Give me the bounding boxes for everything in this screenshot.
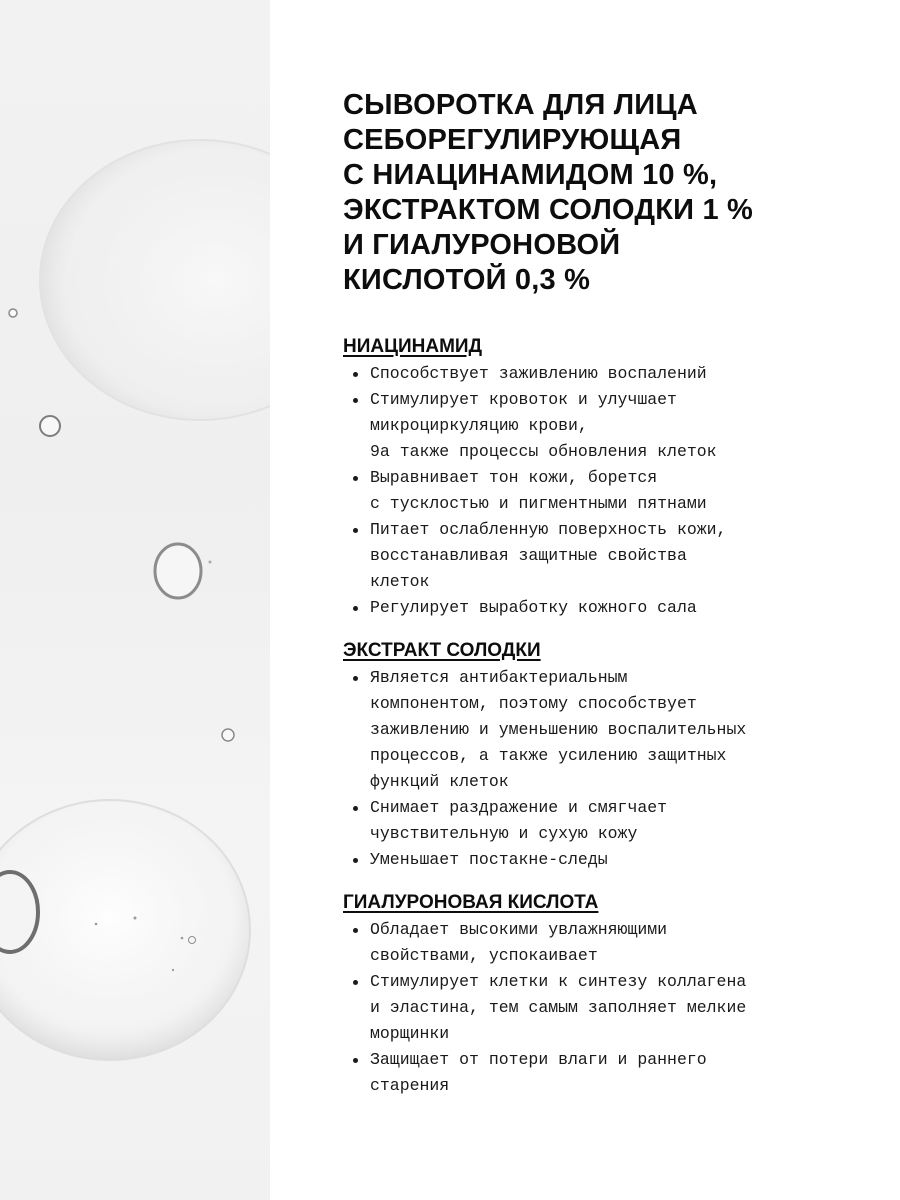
product-title-line: С НИАЦИНАМИДОМ 10 %, bbox=[343, 159, 718, 191]
benefit-text-line: Обладает высокими увлажняющими bbox=[370, 920, 668, 939]
benefit-text-line: Регулирует выработку кожного сала bbox=[370, 598, 697, 617]
benefit-text-line: Является антибактериальным bbox=[370, 668, 628, 687]
bubble-1 bbox=[9, 309, 17, 317]
bubble-8 bbox=[134, 917, 137, 920]
ingredient-section bbox=[343, 891, 823, 1099]
benefit-text-line: Уменьшает постакне-следы bbox=[370, 850, 608, 869]
ingredient-section bbox=[343, 639, 823, 873]
benefit-list-item bbox=[343, 465, 823, 517]
serum-bubbles-illustration bbox=[0, 0, 270, 1200]
benefit-text-line: компонентом, поэтому способствует bbox=[370, 694, 697, 713]
section-heading: ЭКСТРАКТ СОЛОДКИ bbox=[343, 640, 541, 661]
benefit-list bbox=[343, 917, 823, 1099]
benefit-text-line: 9а также процессы обновления клеток bbox=[370, 442, 717, 461]
large-drop-lower bbox=[0, 800, 250, 1060]
bubble-3 bbox=[155, 544, 201, 598]
benefit-list-item bbox=[343, 847, 823, 873]
bubble-10 bbox=[181, 937, 184, 940]
ingredient-section bbox=[343, 335, 823, 621]
product-title-line: КИСЛОТОЙ 0,3 % bbox=[343, 264, 591, 296]
benefit-list-item bbox=[343, 1047, 823, 1099]
benefit-text-line: Питает ослабленную поверхность кожи, bbox=[370, 520, 727, 539]
benefit-text-line: Способствует заживлению воспалений bbox=[370, 364, 707, 383]
product-title-line: И ГИАЛУРОНОВОЙ bbox=[343, 229, 621, 261]
benefit-list bbox=[343, 361, 823, 621]
benefit-list bbox=[343, 665, 823, 873]
section-heading: НИАЦИНАМИД bbox=[343, 336, 483, 357]
benefit-list-item bbox=[343, 917, 823, 969]
bubble-2 bbox=[40, 416, 60, 436]
ingredient-sections bbox=[343, 335, 823, 1099]
product-title-line: ЭКСТРАКТОМ СОЛОДКИ 1 % bbox=[343, 194, 754, 226]
benefit-text-line: процессов, а также усилению защитных bbox=[370, 746, 727, 765]
benefit-text-line: заживлению и уменьшению воспалительных bbox=[370, 720, 747, 739]
benefit-text-line: функций клеток bbox=[370, 772, 509, 791]
serum-texture-image bbox=[0, 0, 270, 1200]
benefit-list-item bbox=[343, 665, 823, 795]
product-title bbox=[343, 88, 823, 298]
benefit-text-line: морщинки bbox=[370, 1024, 450, 1043]
product-title-line: СЫВОРОТКА ДЛЯ ЛИЦА bbox=[343, 89, 698, 121]
benefit-text-line: и эластина, тем самым заполняет мелкие bbox=[370, 998, 747, 1017]
bubble-5 bbox=[222, 729, 234, 741]
bubble-6 bbox=[0, 872, 38, 952]
benefit-list-item bbox=[343, 361, 823, 387]
product-description bbox=[343, 88, 823, 1117]
benefit-text-line: старения bbox=[370, 1076, 450, 1095]
section-heading: ГИАЛУРОНОВАЯ КИСЛОТА bbox=[343, 892, 599, 913]
benefit-list-item bbox=[343, 387, 823, 465]
bubble-4 bbox=[209, 561, 212, 564]
large-drop-upper bbox=[40, 140, 270, 420]
benefit-text-line: Защищает от потери влаги и раннего bbox=[370, 1050, 707, 1069]
benefit-text-line: клеток bbox=[370, 572, 430, 591]
benefit-list-item bbox=[343, 595, 823, 621]
benefit-text-line: Выравнивает тон кожи, борется bbox=[370, 468, 658, 487]
benefit-list-item bbox=[343, 517, 823, 595]
benefit-text-line: микроциркуляцию крови, bbox=[370, 416, 588, 435]
benefit-list-item bbox=[343, 795, 823, 847]
benefit-text-line: с тусклостью и пигментными пятнами bbox=[370, 494, 707, 513]
bubble-7 bbox=[189, 937, 196, 944]
benefit-text-line: Снимает раздражение и смягчает bbox=[370, 798, 668, 817]
bubble-9 bbox=[95, 923, 98, 926]
benefit-list-item bbox=[343, 969, 823, 1047]
benefit-text-line: Стимулирует кровоток и улучшает bbox=[370, 390, 677, 409]
bubble-11 bbox=[172, 969, 174, 971]
benefit-text-line: свойствами, успокаивает bbox=[370, 946, 598, 965]
benefit-text-line: чувствительную и сухую кожу bbox=[370, 824, 638, 843]
benefit-text-line: Стимулирует клетки к синтезу коллагена bbox=[370, 972, 747, 991]
benefit-text-line: восстанавливая защитные свойства bbox=[370, 546, 687, 565]
product-title-line: СЕБОРЕГУЛИРУЮЩАЯ bbox=[343, 124, 682, 156]
